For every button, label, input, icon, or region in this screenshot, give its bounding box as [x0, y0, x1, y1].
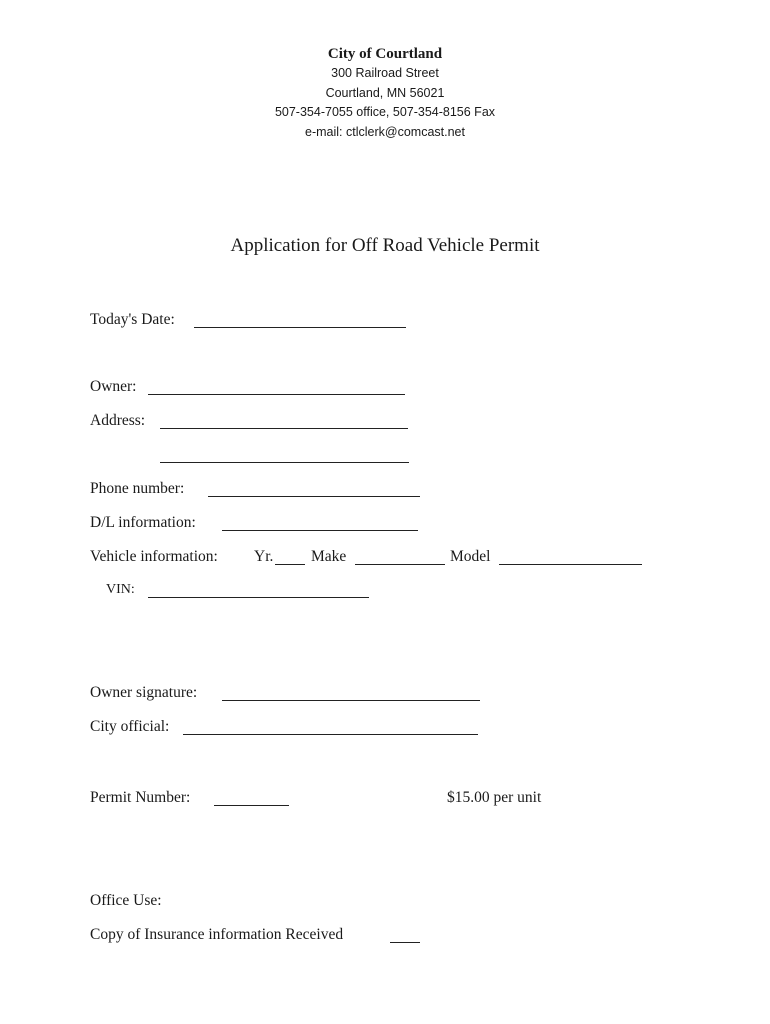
make-label: Make — [311, 548, 347, 565]
permit-number-label: Permit Number: — [90, 789, 191, 806]
make-field[interactable] — [355, 564, 445, 565]
fee-text: $15.00 per unit — [447, 789, 542, 806]
address-label: Address: — [90, 412, 146, 429]
todays-date-field[interactable] — [194, 327, 406, 328]
org-name: City of Courtland — [327, 46, 443, 62]
owner-signature-label: Owner signature: — [90, 684, 198, 701]
dl-field[interactable] — [222, 530, 418, 531]
address-field-line-2[interactable] — [160, 462, 409, 463]
vin-field[interactable] — [148, 597, 369, 598]
model-field[interactable] — [499, 564, 642, 565]
insurance-label: Copy of Insurance information Received — [90, 926, 344, 943]
phone-fax: 507-354-7055 office, 507-354-8156 Fax — [274, 105, 496, 119]
email-line: e-mail: ctlclerk@comcast.net — [305, 125, 465, 139]
vehicle-label: Vehicle information: — [90, 548, 218, 565]
city-official-label: City official: — [90, 718, 170, 735]
dl-label: D/L information: — [90, 514, 196, 531]
phone-label: Phone number: — [90, 480, 185, 497]
owner-label: Owner: — [90, 378, 137, 395]
form-title: Application for Off Road Vehicle Permit — [230, 235, 540, 256]
city-official-field[interactable] — [183, 734, 478, 735]
insurance-received-field[interactable] — [390, 942, 420, 943]
vin-label: VIN: — [106, 582, 135, 597]
todays-date-label: Today's Date: — [90, 311, 175, 328]
model-label: Model — [450, 548, 491, 565]
city-state-zip: Courtland, MN 56021 — [325, 86, 445, 100]
owner-field[interactable] — [148, 394, 405, 395]
permit-number-field[interactable] — [214, 805, 289, 806]
office-use-label: Office Use: — [90, 892, 162, 909]
year-label: Yr. — [254, 548, 274, 565]
street-address: 300 Railroad Street — [331, 66, 439, 80]
owner-signature-field[interactable] — [222, 700, 480, 701]
address-field-line-1[interactable] — [160, 428, 408, 429]
phone-field[interactable] — [208, 496, 420, 497]
year-field[interactable] — [275, 564, 305, 565]
